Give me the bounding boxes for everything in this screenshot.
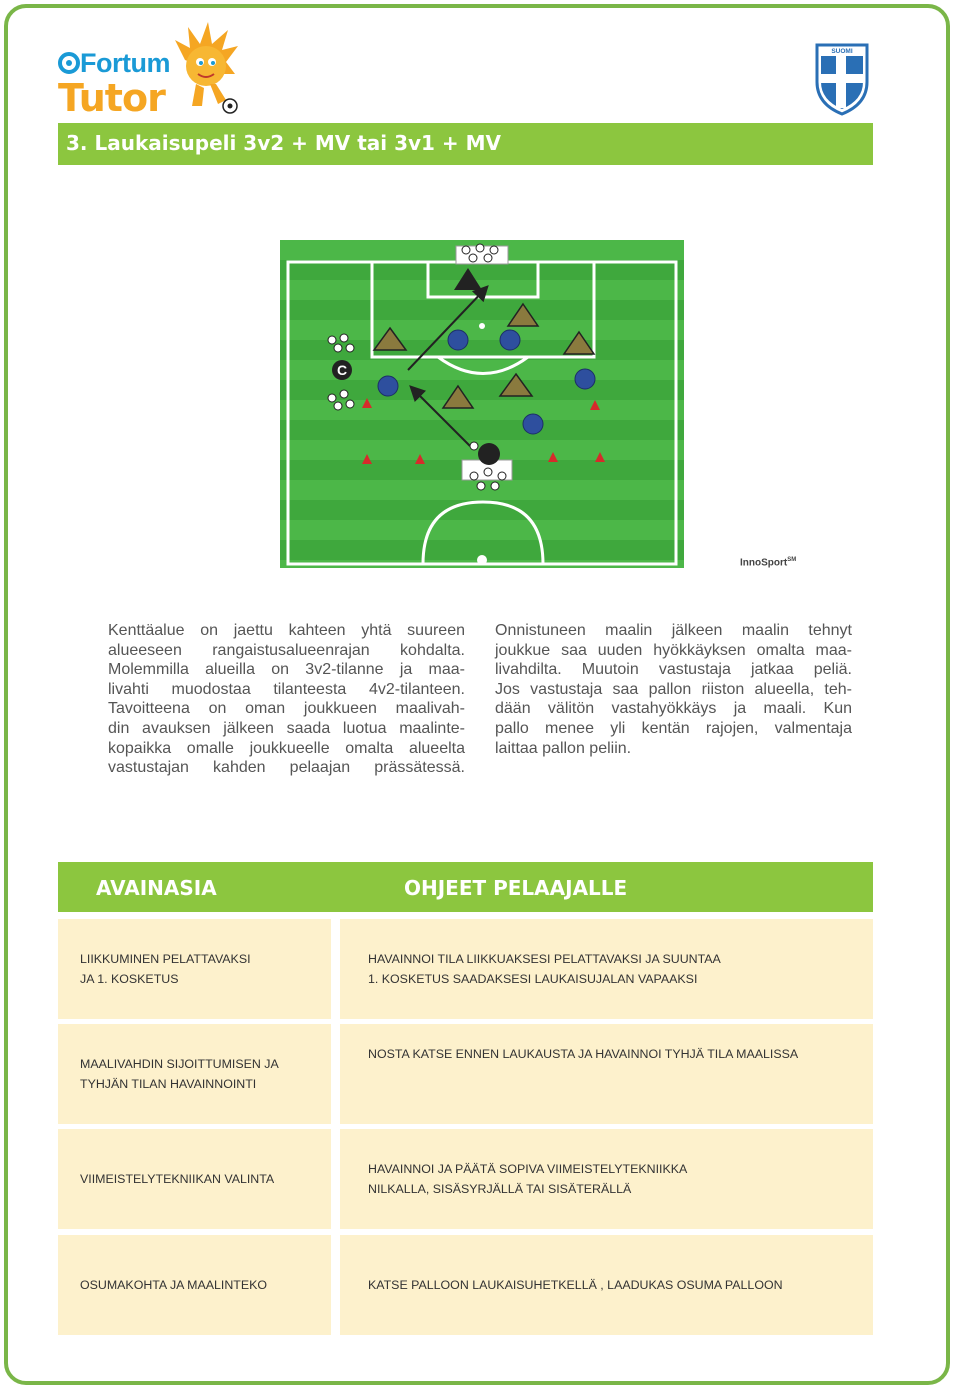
- title-bar: [58, 123, 873, 165]
- crest-text: SUOMI: [831, 48, 853, 55]
- keys-header: [58, 862, 873, 912]
- instruction-cell: [340, 1024, 873, 1124]
- innosport-credit: [740, 557, 796, 568]
- goalkeeper-middle: [478, 443, 500, 465]
- text-line: alueeseen rangaistusalueenrajan kohdalta.: [108, 641, 465, 659]
- credit-sup: SM: [787, 557, 797, 563]
- penalty-spot: [479, 323, 485, 329]
- ball: [470, 442, 478, 450]
- instruction-text: 1. KOSKETUS SAADAKSESI LAUKAISUJALAN VAPAAKSI: [368, 972, 698, 986]
- instruction-cell: [340, 1129, 873, 1229]
- text-line: laittaa pallon peliin.: [495, 739, 632, 757]
- tutor-wordmark: Tutor: [58, 76, 165, 120]
- text-line: pallo menee yli kentän rajojen, valmentaja: [495, 719, 852, 737]
- pitch-diagram: [280, 240, 684, 568]
- text-line: Jos vastustaja saa pallon riiston alueella, teh-: [495, 680, 852, 698]
- instruction-text: KATSE PALLOON LAUKAISUHETKELLÄ , LAADUKAS OSUMA PALLOON: [368, 1278, 783, 1292]
- text-line: Molemmilla alueilla on 3v2-tilanne ja maa-: [108, 661, 465, 679]
- header-avainasia: AVAINASIA: [96, 876, 217, 900]
- instruction-cell: [340, 1235, 873, 1335]
- key-row: [58, 1235, 873, 1335]
- text-line: livahdilta. Muutoin vastustaja jatkaa peliä.: [495, 661, 852, 679]
- text-line: joukkue saa uuden hyökkäyksen omalta maa-: [495, 641, 852, 659]
- description-right: [495, 621, 852, 758]
- fortum-wordmark: Fortum: [80, 48, 170, 78]
- key-text: TYHJÄN TILAN HAVAINNOINTI: [80, 1077, 257, 1091]
- instruction-text: NOSTA KATSE ENNEN LAUKAUSTA JA HAVAINNOI TYHJÄ TILA MAALISSA: [368, 1047, 799, 1061]
- mascot-icon: [170, 22, 240, 117]
- coach-label: C: [336, 362, 348, 378]
- text-line: din avauksen jälkeen saada luotua maalinte-: [108, 719, 465, 737]
- header-ohjeet: OHJEET PELAAJALLE: [404, 876, 628, 900]
- key-cell: [58, 919, 331, 1019]
- instruction-text: NILKALLA, SISÄSYRJÄLLÄ TAI SISÄTERÄLLÄ: [368, 1182, 632, 1196]
- fortum-tutor-logo: [58, 22, 238, 122]
- credit-text: InnoSport: [740, 557, 788, 569]
- suomi-crest-icon: [814, 42, 870, 116]
- key-text: VIIMEISTELYTEKNIIKAN VALINTA: [80, 1172, 275, 1186]
- instruction-cell: [340, 919, 873, 1019]
- text-line: Kenttäalue on jaettu kahteen yhtä suureen: [108, 622, 465, 639]
- key-cell: [58, 1024, 331, 1124]
- text-line: Tavoitteena on oman joukkueen maalivah-: [108, 700, 465, 718]
- text-line: vastustajan kahden pelaajan prässätessä.: [108, 759, 465, 777]
- page-title: 3. Laukaisupeli 3v2 + MV tai 3v1 + MV: [66, 131, 502, 155]
- key-text: LIIKKUMINEN PELATTAVAKSI: [80, 952, 251, 966]
- text-line: dään välitön vastahyökkäys ja maali. Kun: [495, 700, 852, 718]
- instruction-text: HAVAINNOI TILA LIIKKUAKSESI PELATTAVAKSI JA SUUNTAA: [368, 952, 721, 966]
- instruction-text: HAVAINNOI JA PÄÄTÄ SOPIVA VIIMEISTELYTEKNIIKKA: [368, 1162, 688, 1176]
- key-row: [58, 1024, 873, 1124]
- key-cell: [58, 1129, 331, 1229]
- key-text: OSUMAKOHTA JA MAALINTEKO: [80, 1278, 268, 1292]
- fortum-mark-icon: [58, 52, 80, 74]
- key-text: MAALIVAHDIN SIJOITTUMISEN JA: [80, 1057, 279, 1071]
- text-line: kopaikka omalle joukkueelle omalta alueelta: [108, 739, 465, 757]
- key-row: [58, 1129, 873, 1229]
- key-text: JA 1. KOSKETUS: [80, 972, 179, 986]
- text-line: Onnistuneen maalin jälkeen maalin tehnyt: [495, 622, 852, 639]
- key-row: [58, 919, 873, 1019]
- description-left: [108, 621, 465, 778]
- key-cell: [58, 1235, 331, 1335]
- text-line: livahti muodostaa tilanteesta 4v2-tilanteen.: [108, 680, 465, 698]
- center-spot: [477, 555, 487, 565]
